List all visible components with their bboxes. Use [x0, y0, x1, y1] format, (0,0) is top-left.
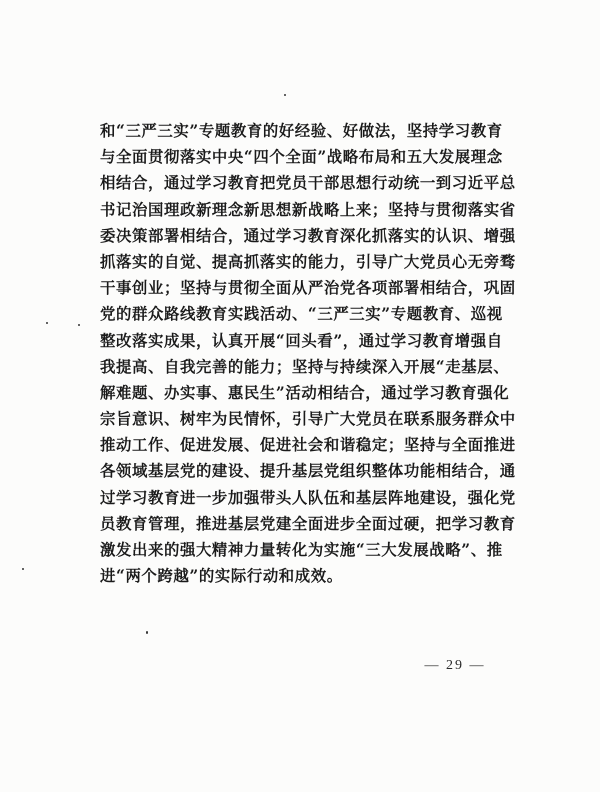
body-text: [100, 118, 520, 589]
text-line: 过学习教育进一步加强带头人队伍和基层阵地建设，强化党: [100, 488, 516, 507]
text-line: 进“两个跨越”的实际行动和成效。: [100, 567, 343, 586]
text-line: 党的群众路线教育实践活动、“三严三实”专题教育、巡视: [100, 305, 503, 324]
text-line: 各领域基层党的建设、提升基层党组织整体功能相结合，通: [100, 462, 516, 481]
scan-speck: [78, 324, 80, 326]
text-line: 委决策部署相结合，通过学习教育深化抓落实的认识、增强: [100, 226, 516, 245]
text-line: 和“三严三实”专题教育的好经验、好做法，坚持学习教育: [100, 122, 503, 140]
text-line: 抓落实的自觉、提高抓落实的能力，引导广大党员心无旁骛: [100, 252, 516, 271]
scan-speck: [284, 94, 286, 96]
scan-speck: [46, 322, 48, 324]
text-line: 整改落实成果，认真开展“回头看”，通过学习教育增强自: [100, 331, 503, 350]
text-line: 我提高、自我完善的能力；坚持与持续深入开展“走基层、: [100, 357, 510, 376]
text-line: 相结合，通过学习教育把党员干部思想行动统一到习近平总: [100, 174, 516, 193]
text-line: 激发出来的强大精神力量转化为实施“三大发展战略”、推: [100, 541, 503, 559]
text-line: 宗旨意识、树牢为民情怀，引导广大党员在联系服务群众中: [100, 410, 516, 429]
text-line: 与全面贯彻落实中央“四个全面”战略布局和五大发展理念: [100, 148, 503, 167]
scan-speck: [146, 631, 148, 634]
page-number: — 29 —: [424, 658, 486, 673]
text-line: 解难题、办实事、惠民生”活动相结合，通过学习教育强化: [100, 383, 510, 402]
scan-speck: [22, 568, 24, 570]
text-line: 推动工作、促进发展、促进社会和谐稳定；坚持与全面推进: [100, 436, 516, 455]
text-line: 员教育管理，推进基层党建全面进步全面过硬，把学习教育: [100, 514, 516, 533]
text-line: 书记治国理政新理念新思想新战略上来；坚持与贯彻落实省: [100, 200, 516, 219]
text-line: 干事创业；坚持与贯彻全面从严治党各项部署相结合，巩固: [100, 279, 516, 298]
